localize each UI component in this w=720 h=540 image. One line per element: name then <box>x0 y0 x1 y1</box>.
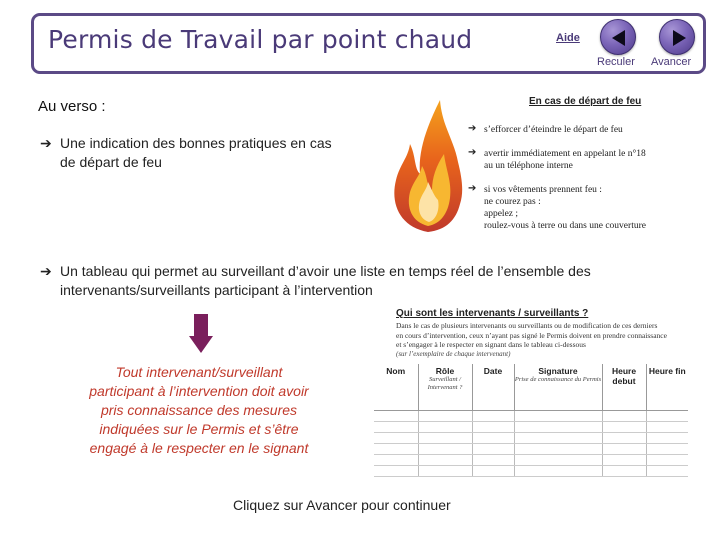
arrow-down-icon <box>189 314 213 354</box>
arrow-right-icon: ➔ <box>468 147 477 158</box>
table-card-note: (sur l’exemplaire de chaque intervenant) <box>396 350 511 358</box>
help-link[interactable]: Aide <box>556 32 580 44</box>
back-button[interactable] <box>600 19 636 55</box>
desc-line: et s’engager à le respecter en signant dans le tableau ci-dessous <box>396 340 586 349</box>
triangle-left-icon <box>601 20 637 56</box>
bullet-text: de départ de feu <box>60 154 162 170</box>
notice-line: Tout intervenant/surveillant <box>115 364 283 380</box>
fire-line: au un téléphone interne <box>484 161 573 171</box>
forward-button[interactable] <box>659 19 695 55</box>
fire-line: roulez-vous à terre ou dans une couverture <box>484 221 646 231</box>
desc-line: en cours d’intervention, ceux n’ayant pas signé le Permis doivent en prendre connaissance <box>396 330 667 340</box>
bullet-text: intervenants/surveillants participant à l’intervention <box>60 282 373 298</box>
participants-table-card <box>372 306 690 468</box>
column-header: Heure fin <box>646 364 688 410</box>
notice-line: engagé à le respecter en le signant <box>89 440 309 456</box>
bullet-text: Une indication des bonnes pratiques en cas <box>60 135 332 151</box>
forward-label: Avancer <box>651 56 692 68</box>
fire-line: s’efforcer d’éteindre le départ de feu <box>484 125 623 135</box>
arrow-right-icon: ➔ <box>468 123 477 134</box>
notice-line: participant à l’intervention doit avoir <box>89 383 309 399</box>
fire-instructions-card <box>388 92 663 234</box>
column-header: Nom <box>374 364 418 410</box>
table-row <box>374 432 688 443</box>
signature-notice <box>68 363 330 458</box>
fire-line: si vos vêtements prennent feu : <box>484 185 602 195</box>
notice-line: pris connaissance des mesures <box>100 402 298 418</box>
table-row <box>374 410 688 421</box>
column-header: Signature Prise de connaissance du Permis <box>514 364 602 410</box>
table-card-title: Qui sont les intervenants / surveillants ? <box>396 308 589 319</box>
fire-card-title: En cas de départ de feu <box>529 96 642 107</box>
flame-icon <box>388 92 468 234</box>
column-header: Heure debut <box>602 364 646 410</box>
column-header: Rôle Surveillant / Intervenant ? <box>418 364 472 410</box>
fire-line: ne courez pas : <box>484 197 541 207</box>
arrow-right-icon: ➔ <box>468 183 477 194</box>
table-card-description <box>396 321 688 350</box>
table-row <box>374 443 688 454</box>
arrow-right-icon: ➔ <box>40 135 52 151</box>
participants-table <box>374 364 688 477</box>
bullet-participants-table <box>40 262 680 300</box>
table-row <box>374 454 688 465</box>
fire-line: avertir immédiatement en appelant le n°18 <box>484 149 646 159</box>
continue-instruction: Cliquez sur Avancer pour continuer <box>233 497 451 513</box>
back-label: Reculer <box>597 56 635 68</box>
bullet-text: Un tableau qui permet au surveillant d’avoir une liste en temps réel de l’ensemble des <box>60 263 591 279</box>
notice-line: indiquées sur le Permis et s’être <box>99 421 299 437</box>
table-row <box>374 421 688 432</box>
page-title: Permis de Travail par point chaud <box>48 25 473 54</box>
bullet-best-practices <box>40 134 380 172</box>
column-header: Date <box>472 364 514 410</box>
table-row <box>374 465 688 476</box>
arrow-right-icon: ➔ <box>40 263 52 279</box>
desc-line: Dans le cas de plusieurs intervenants ou surveillants ou de modification de ces derniers <box>396 321 658 330</box>
fire-line: appelez ; <box>484 209 519 219</box>
triangle-right-icon <box>660 20 696 56</box>
section-heading: Au verso : <box>38 98 106 115</box>
